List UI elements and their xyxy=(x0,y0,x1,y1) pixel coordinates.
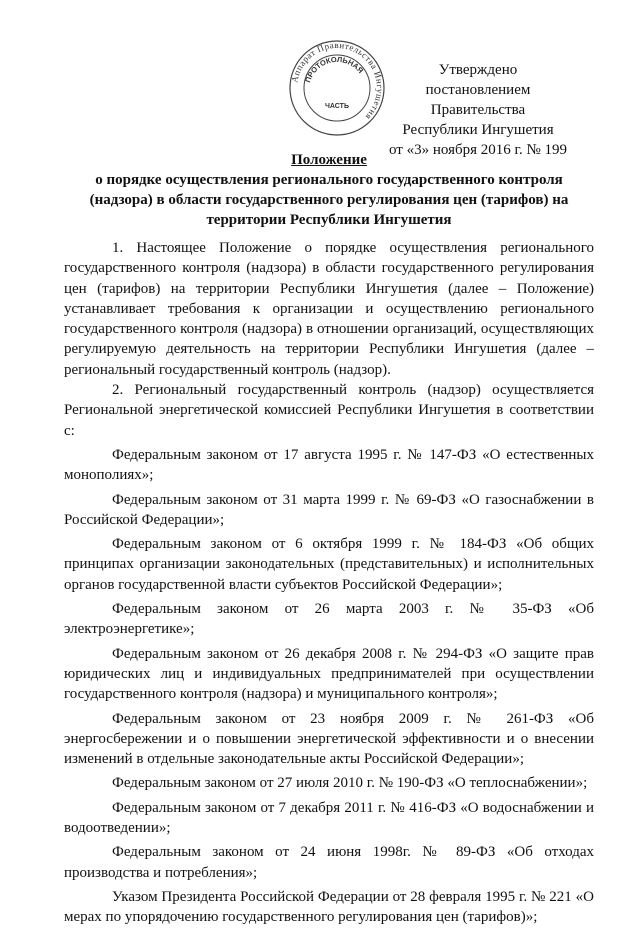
title-line-3: (надзора) в области государственного регулирования цен (тарифов) на xyxy=(89,192,569,208)
law-item: Федеральным законом от 6 октября 1999 г. № 184-ФЗ «Об общих принципах организации законодательных (представительных) и исполнительных органов государственной власти субъектов Российской Федерации»; xyxy=(64,536,594,593)
svg-text:ПРОТОКОЛЬНАЯ xyxy=(303,55,365,84)
law-item: Федеральным законом от 23 ноября 2009 г. № 261-ФЗ «Об энергосбережении и о повышении энергетической эффективности и о внесении изменений в отдельные законодательные акты Российской Федерации»; xyxy=(64,710,594,768)
seal-inner-bottom: ЧАСТЬ xyxy=(325,103,349,110)
paragraph-1: 1. Настоящее Положение о порядке осуществления регионального государственного контроля (надзора) в области государственного регулирования цен (тарифов) на территории Республики Ингушетия (далее – Положение) устанавливает требования к организации и осуществлению регионального государственного контроля (надзора) в отношении организаций, осуществляющих регулируемую деятельность на территории Республики Ингушетия (далее – региональный государственный контроль (надзор). xyxy=(64,240,594,378)
seal-outer-text: Аппарат Правительства Ингушетия xyxy=(289,39,386,123)
approval-line-1: Утверждено xyxy=(438,62,518,78)
title-line-2: о порядке осуществления регионального государственного контроля xyxy=(95,172,563,188)
law-item: Федеральным законом от 26 марта 2003 г. № 35-ФЗ «Об электроэнергетике»; xyxy=(64,601,594,638)
law-item: Федеральным законом от 31 марта 1999 г. № 69-ФЗ «О газоснабжении в Российской Федерации»; xyxy=(64,491,594,528)
title-line-4: территории Республики Ингушетия xyxy=(206,212,452,228)
seal-stamp xyxy=(287,38,387,138)
law-item: Федеральным законом от 27 июля 2010 г. № 190-ФЗ «О теплоснабжении»; xyxy=(112,775,588,792)
document-title xyxy=(64,150,594,230)
approval-line-3: Республики Ингушетия xyxy=(402,122,554,138)
title-line-1: Положение xyxy=(291,152,367,168)
document-body xyxy=(64,238,594,928)
seal-inner-top: ПРОТОКОЛЬНАЯ xyxy=(303,54,366,84)
law-item: Федеральным законом от 17 августа 1995 г. № 147-ФЗ «О естественных монополиях»; xyxy=(64,446,594,484)
approval-line-4: от «3» ноября 2016 г. № 199 xyxy=(388,142,568,158)
law-item: Указом Президента Российской Федерации от 28 февраля 1995 г. № 221 «О мерах по упорядочению государственного регулирования цен (тарифов)»; xyxy=(64,888,594,926)
law-item: Федеральным законом от 7 декабря 2011 г. № 416-ФЗ «О водоснабжении и водоотведении»; xyxy=(64,799,594,837)
approval-block xyxy=(378,60,578,160)
approval-line-2: постановлением Правительства xyxy=(425,82,531,118)
law-item: Федеральным законом от 24 июня 1998г. № 89-ФЗ «Об отходах производства и потребления»; xyxy=(64,844,594,881)
law-item: Федеральным законом от 26 декабря 2008 г. № 294-ФЗ «О защите прав юридических лиц и индивидуальных предпринимателей при осуществлении государственного контроля (надзора) и муниципального контроля»; xyxy=(64,645,594,703)
paragraph-2: 2. Региональный государственный контроль (надзор) осуществляется Региональной энергетической комиссией Республики Ингушетия в соответствии с: xyxy=(64,382,594,439)
